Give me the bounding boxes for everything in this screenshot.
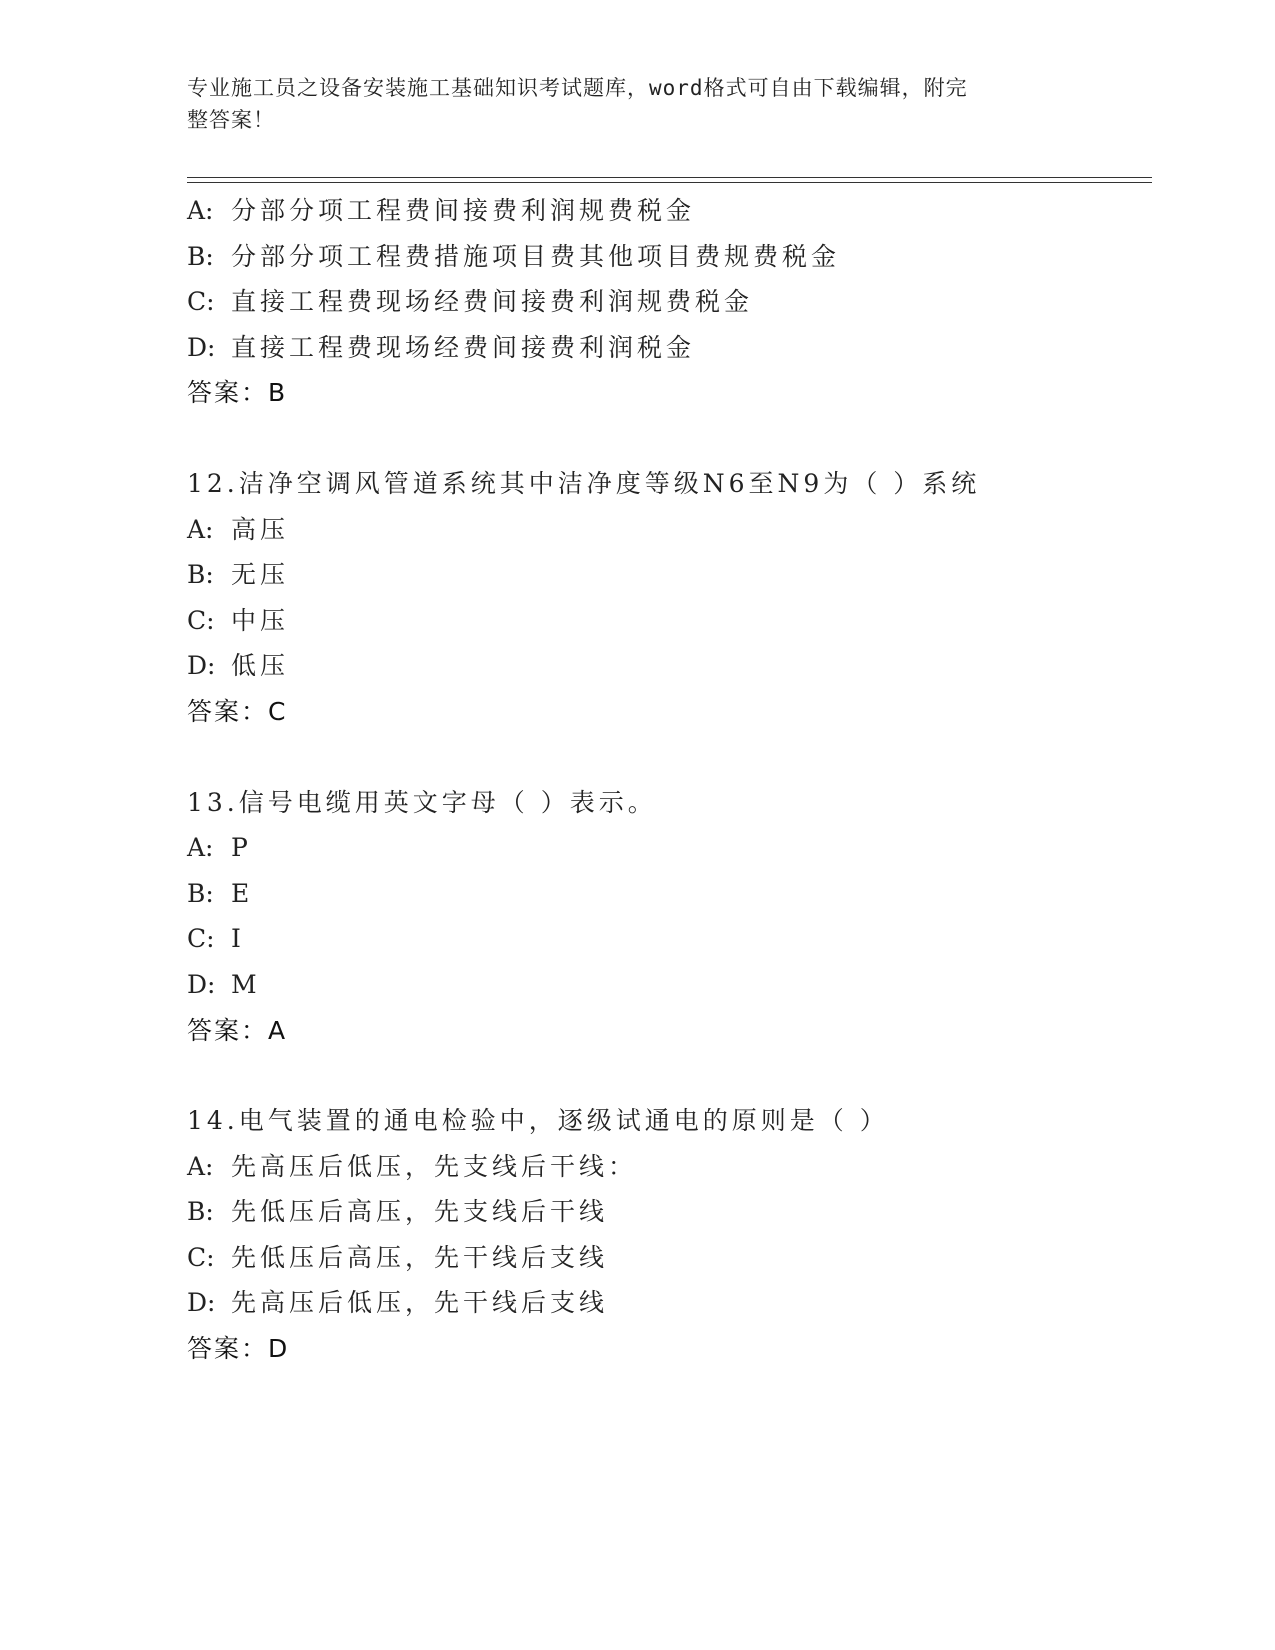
option-key: B: <box>187 241 214 271</box>
option-key: A: <box>187 514 214 544</box>
option-key: A: <box>187 1151 214 1181</box>
option-text: 先低压后高压，先干线后支线 <box>231 1242 609 1272</box>
option-key: C: <box>187 1242 215 1272</box>
option-b <box>187 1189 1147 1235</box>
option-text: E <box>231 878 254 908</box>
option-b <box>187 552 1147 598</box>
option-key: C: <box>187 924 215 954</box>
option-text: 高压 <box>231 514 290 544</box>
option-text: P <box>231 833 252 863</box>
option-text: 先低压后高压，先支线后干线 <box>231 1197 609 1227</box>
question-13 <box>187 780 1147 1054</box>
spacer <box>187 416 1147 461</box>
header-line-1: 专业施工员之设备安装施工基础知识考试题库，word格式可自由下载编辑，附完 <box>187 76 968 100</box>
option-text: 分部分项工程费间接费利润规费税金 <box>231 196 696 225</box>
option-a <box>187 825 1147 871</box>
option-text: 先高压后低压，先干线后支线 <box>231 1288 609 1318</box>
spacer <box>187 735 1147 780</box>
question-title: 12.洁净空调风管道系统其中洁净度等级N6至N9为（ ）系统 <box>187 468 981 498</box>
option-text: 中压 <box>231 605 290 635</box>
question-list <box>187 188 1147 1372</box>
option-key: C: <box>187 287 215 317</box>
option-text: I <box>231 924 245 954</box>
option-key: B: <box>187 1197 214 1227</box>
spacer <box>187 1053 1147 1098</box>
option-c <box>187 598 1147 644</box>
option-b <box>187 234 1147 280</box>
question-11 <box>187 188 1147 416</box>
header-line-2: 整答案！ <box>187 108 275 132</box>
option-b <box>187 871 1147 917</box>
option-key: D: <box>187 332 216 362</box>
option-key: A: <box>187 833 214 863</box>
option-a <box>187 188 1147 234</box>
question-12 <box>187 461 1147 735</box>
answer-line: 答案：B <box>187 378 288 408</box>
option-text: 直接工程费现场经费间接费利润规费税金 <box>231 287 754 317</box>
question-title: 14.电气装置的通电检验中，逐级试通电的原则是（ ） <box>187 1106 889 1136</box>
option-a <box>187 1144 1147 1190</box>
option-text: 低压 <box>231 651 290 681</box>
option-d <box>187 1280 1147 1326</box>
document-header <box>187 72 1067 136</box>
question-14 <box>187 1098 1147 1372</box>
option-key: D: <box>187 651 216 681</box>
option-key: C: <box>187 605 215 635</box>
option-text: 直接工程费现场经费间接费利润税金 <box>231 332 696 362</box>
option-d <box>187 962 1147 1008</box>
answer-line: 答案：C <box>187 696 288 726</box>
option-key: B: <box>187 878 214 908</box>
option-c <box>187 916 1147 962</box>
option-key: D: <box>187 969 216 999</box>
option-a <box>187 507 1147 553</box>
option-text: 无压 <box>231 560 290 590</box>
answer-line: 答案：D <box>187 1334 290 1364</box>
question-title: 13.信号电缆用英文字母（ ）表示。 <box>187 787 657 817</box>
header-divider-top <box>187 177 1152 178</box>
option-key: D: <box>187 1288 216 1318</box>
option-key: A: <box>187 196 214 225</box>
option-d <box>187 325 1147 371</box>
header-divider-bottom <box>187 182 1152 183</box>
option-c <box>187 279 1147 325</box>
option-text: 分部分项工程费措施项目费其他项目费规费税金 <box>231 241 841 271</box>
option-key: B: <box>187 560 214 590</box>
option-text: 先高压后低压，先支线后干线： <box>231 1151 638 1181</box>
answer-line: 答案：A <box>187 1015 288 1045</box>
option-text: M <box>231 969 261 999</box>
option-d <box>187 643 1147 689</box>
option-c <box>187 1235 1147 1281</box>
